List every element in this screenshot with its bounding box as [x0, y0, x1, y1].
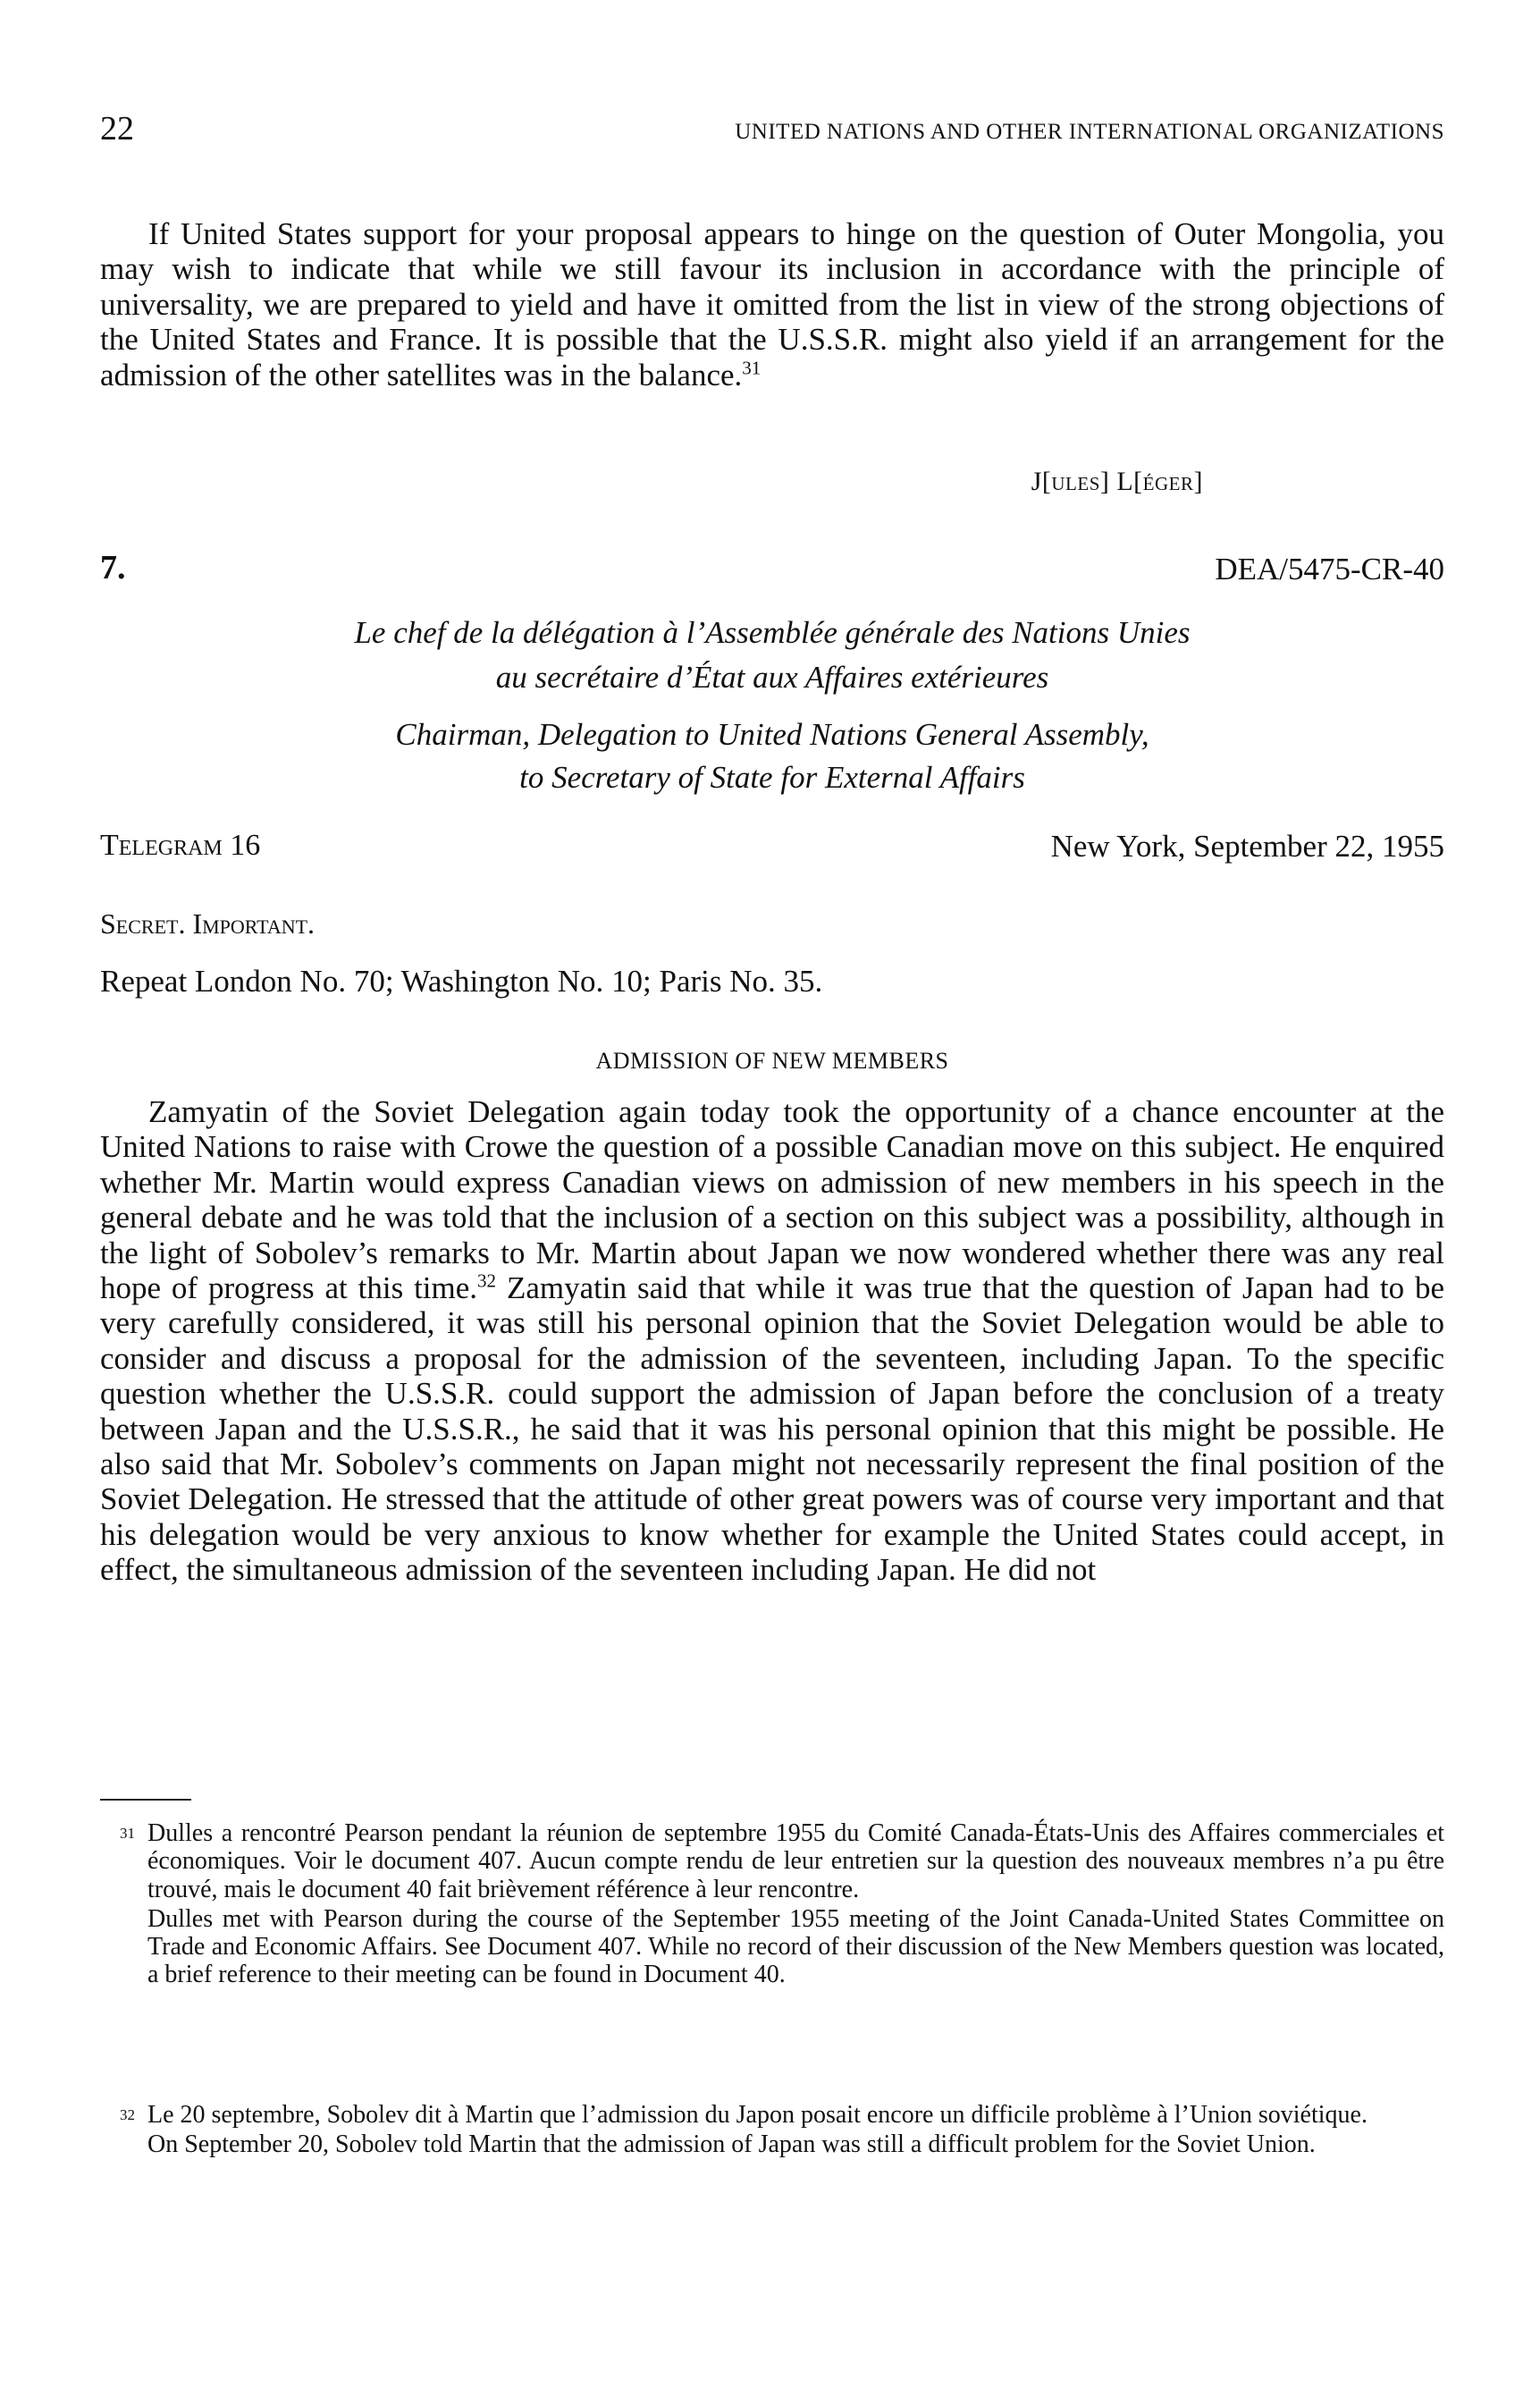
footnote-31-fr: Dulles a rencontré Pearson pendant la réunion de septembre 1955 du Comité Canada-États-Unis des Affaires commerciales et économiques. Voir le document 407. Aucun compte rendu de leur entretien sur la question des nouveaux membres n’a pu être trouvé, mais le document 40 fait brièvement référence à leur rencontre. — [147, 1819, 1444, 1903]
intro-paragraph — [100, 216, 1444, 392]
footnote-32-fr: Le 20 septembre, Sobolev dit à Martin que l’admission du Japon posait encore un difficile problème à l’Union soviétique. — [147, 2101, 1367, 2129]
footnote-32 — [100, 2101, 1444, 2159]
footnote-32-mark: 32 — [120, 2106, 135, 2123]
signature: J[ules] L[éger] — [1031, 467, 1203, 496]
page-header — [100, 109, 1444, 159]
body-text-part2: Zamyatin said that while it was true that the question of Japan had to be very carefully considered, it was still his personal opinion that the Soviet Delegation would be able to consider and discuss a proposal for the admission of the seventeen, including Japan. To the specific question whether the U.S.S.R. could support the admission of Japan before the conclusion of a treaty between Japan and the U.S.S.R., he said that it was his personal opinion that this might be possible. He also said that Mr. Sobolev’s comments on Japan might not necessarily represent the final position of the Soviet Delegation. He stressed that the attitude of other great powers was of course very important and that his delegation would be very anxious to know whether for example the United States could accept, in effect, the simultaneous admission of the seventeen including Japan. He did not — [100, 1270, 1444, 1588]
footnote-32-en: On September 20, Sobolev told Martin that the admission of Japan was still a difficult problem for the Soviet Union. — [147, 2130, 1316, 2159]
footnote-31-mark: 31 — [120, 1825, 135, 1842]
body-paragraph — [100, 1094, 1444, 1588]
intro-paragraph-text: If United States support for your proposal appears to hinge on the question of Outer Mongolia, you may wish to indicate that while we still favour its inclusion in accordance with the principle of universality, we are prepared to yield and have it omitted from the list in view of the strong objections of the United States and France. It is possible that the U.S.S.R. might also yield if an arrangement for the admission of the other satellites was in the balance. — [100, 216, 1444, 392]
footnote-ref-31: 31 — [742, 356, 762, 378]
footnote-31 — [100, 1819, 1444, 1989]
place-date: New York, September 22, 1955 — [1050, 829, 1444, 864]
repeat-line: Repeat London No. 70; Washington No. 10; Paris No. 35. — [100, 964, 823, 999]
subject-heading: ADMISSION OF NEW MEMBERS — [595, 1048, 949, 1074]
footnote-ref-32: 32 — [477, 1270, 497, 1292]
body-text-part1: Zamyatin of the Soviet Delegation again today took the opportunity of a chance encounter at the United Nations to raise with Crowe the question of a possible Canadian move on this subject. He enquired whether Mr. Martin would express Canadian views on admission of new members in his speech in the general debate and he was told that the inclusion of a section on this subject was a possibility, although in the light of Sobolev’s remarks to Mr. Martin about Japan we now wondered whether there was any real hope of progress at this time. — [100, 1094, 1444, 1306]
title-fr-line1: Le chef de la délégation à l’Assemblée générale des Nations Unies — [354, 615, 1191, 650]
classification: Secret. Important. — [100, 907, 316, 940]
running-head: UNITED NATIONS AND OTHER INTERNATIONAL ORGANIZATIONS — [735, 120, 1444, 144]
footnote-31-en: Dulles met with Pearson during the course of the September 1955 meeting of the Joint Canada-United States Committee on Trade and Economic Affairs. See Document 407. While no record of their discussion of the New Members question was located, a brief reference to their meeting can be found in Document 40. — [147, 1904, 1444, 1989]
telegram-number: Telegram 16 — [100, 829, 261, 862]
footnote-rule — [100, 1799, 191, 1801]
title-fr-line2: au secrétaire d’État aux Affaires extérieures — [495, 660, 1049, 695]
page-number: 22 — [100, 110, 134, 148]
document-number: 7. — [100, 549, 126, 586]
title-en-line1: Chairman, Delegation to United Nations General Assembly, — [395, 717, 1149, 752]
document-reference: DEA/5475-CR-40 — [1215, 552, 1444, 586]
title-en-line2: to Secretary of State for External Affairs — [519, 760, 1025, 795]
